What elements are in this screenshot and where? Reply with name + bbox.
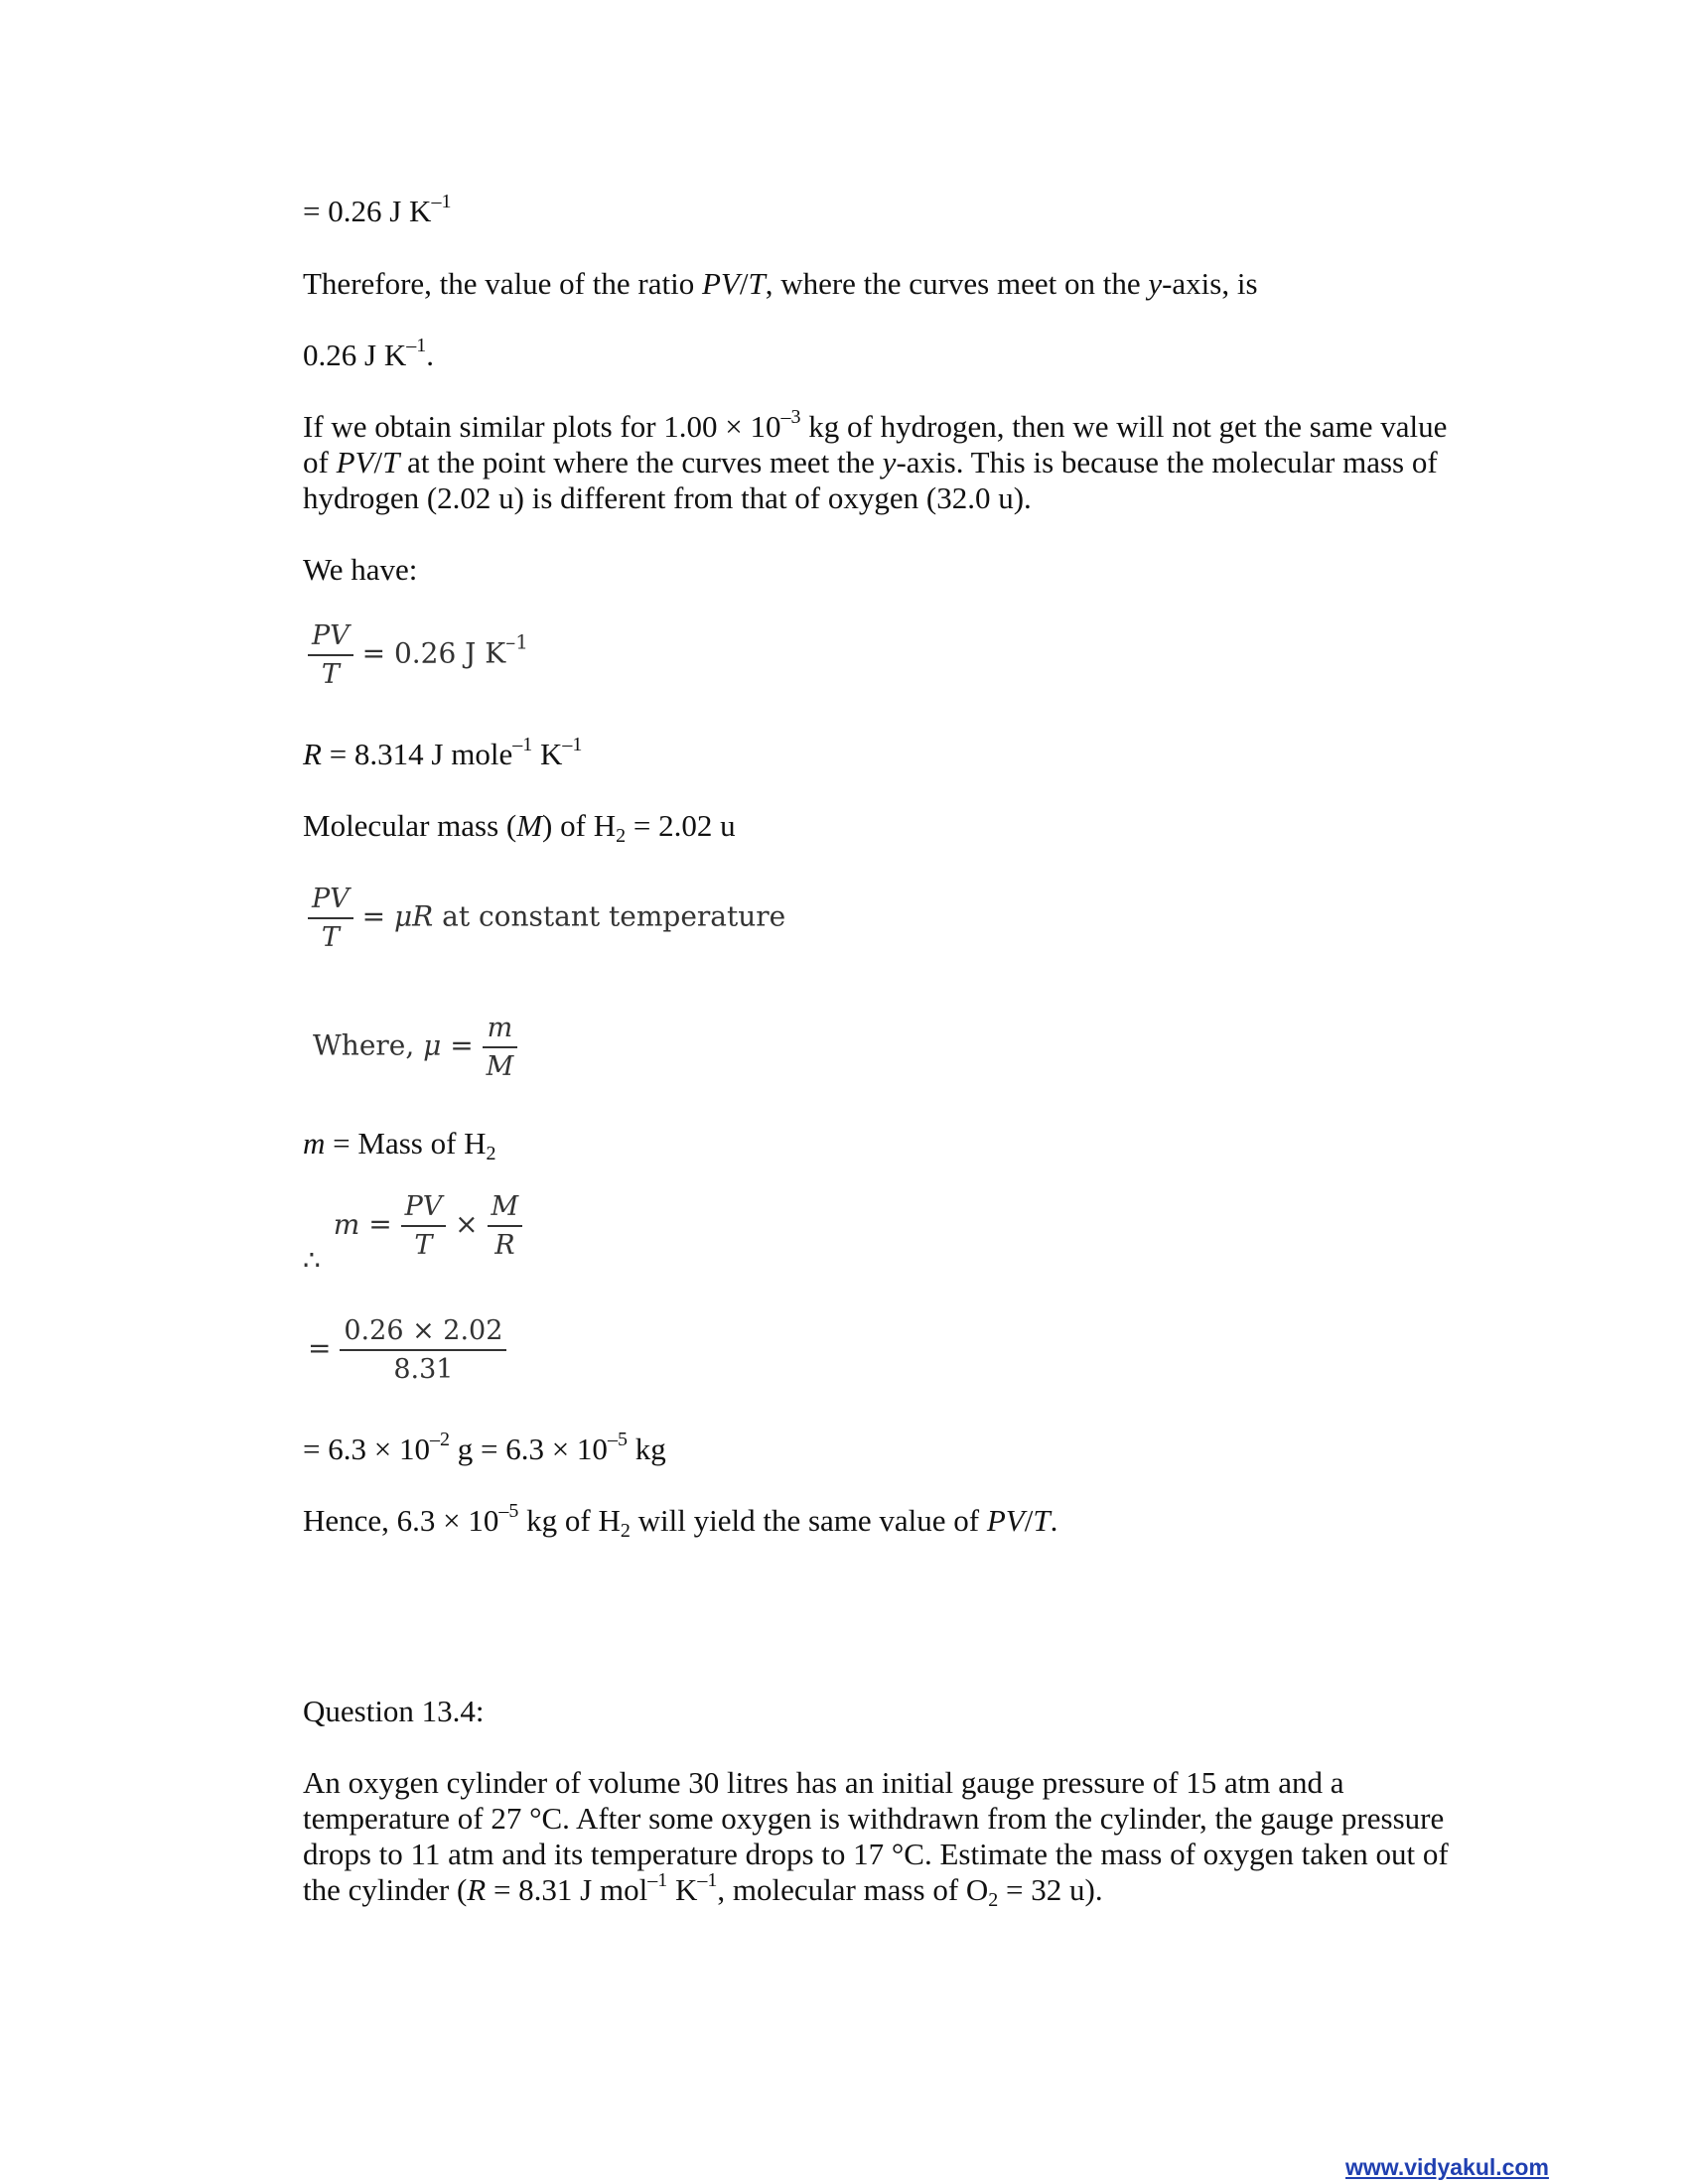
value-line: 0.26 J $K^{-1}$. <box>303 335 434 372</box>
hence-sentence: Hence, $6.3 \times 10^{-5}$ kg of $H_2$ will yield the same value of PV/T. <box>303 1500 1058 1542</box>
question-paragraph: An oxygen cylinder of volume 30 litres has an initial gauge pressure of 15 atm and a temperature of 27 °C. After some oxygen is withdrawn from the cylinder, the gauge pressure drops to 11 atm and its temperature drops to 17 °C. Estimate the mass of oxygen taken out of the cylinder (R = 8.31 J mol$^{-1}$ $K^{-1}$, molecular mass of $O_2 = 32$ u). <box>303 1765 1449 1911</box>
mass-definition-line: m = Mass of $H_2$ <box>303 1126 496 1164</box>
we-have-label: We have: <box>303 552 418 587</box>
equation-mass: ∴ m = $\frac{PV}{T}$ × $\frac{M}{R}$ <box>303 1191 522 1261</box>
equation-pv-mu-r: $\frac{PV}{T}$ = μR at constant temperature <box>308 884 785 953</box>
therefore-sentence: Therefore, the value of the ratio PV/T, where the curves meet on the y-axis, is <box>303 266 1258 301</box>
footer-link[interactable]: www.vidyakul.com <box>1345 2154 1549 2180</box>
gas-constant-line: R = 8.314 J mole$^{-1}$ $K^{-1}$ <box>303 734 583 771</box>
equation-mu-definition: Where, μ = $\frac{m}{M}$ <box>313 1013 517 1082</box>
result-line: = 0.26 J $K^{-1}$ <box>303 191 452 228</box>
question-title: Question 13.4: <box>303 1694 485 1728</box>
equation-pv-over-t: $\frac{PV}{T}$ = 0.26 J $K^{-1}$ <box>308 620 528 690</box>
result-mass-line: = $6.3 \times 10^{-2}$ $g = 6.3 \times 10^{-5}$ kg <box>303 1429 666 1466</box>
molecular-mass-line: Molecular mass (M) of $H_2 = 2.02$ u <box>303 808 736 847</box>
hydrogen-paragraph: If we obtain similar plots for $1.00 \times 10^{-3}$ kg of hydrogen, then we will not get the same value of PV/T at the point where the curves meet the y-axis. This is because the molecular mass of hydrogen (2.02 u) is different from that of oxygen (32.0 u). <box>303 406 1448 515</box>
equation-numeric: = $\frac{0.26 \times 2.02}{8.31}$ <box>308 1315 506 1385</box>
